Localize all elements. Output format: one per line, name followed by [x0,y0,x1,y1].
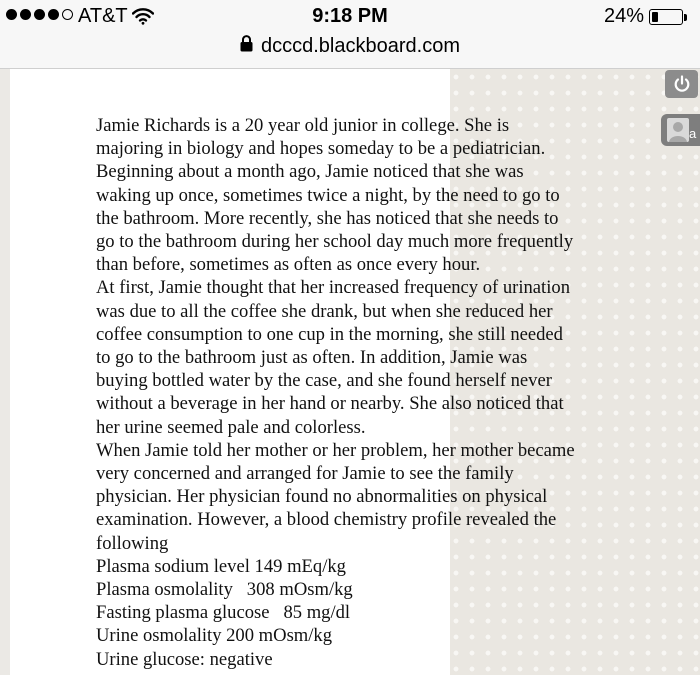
left-margin [0,69,10,675]
text-line: the bathroom. More recently, she has noticed that she needs to [96,207,559,229]
text-line: Plasma osmolality 308 mOsm/kg [96,579,353,601]
text-line: very concerned and arranged for Jamie to see the family [96,463,514,485]
battery-tip [684,14,687,21]
text-line: her urine seemed pale and colorless. [96,416,366,438]
url-domain: dcccd.blackboard.com [261,35,460,57]
case-study-text [96,114,616,671]
text-line: Urine osmolality 200 mOsm/kg [96,625,333,647]
battery-icon [649,9,683,25]
text-line: without a beverage in her hand or nearby. She also noticed that [96,393,564,415]
url-display[interactable] [0,35,700,58]
address-bar[interactable] [0,32,700,69]
avatar-icon [667,118,689,142]
text-line: following [96,532,169,554]
text-line: to go to the bathroom just as often. In addition, Jamie was [96,347,528,369]
text-line: majoring in biology and hopes someday to be a pediatrician. [96,138,546,160]
text-line: physician. Her physician found no abnormalities on physical [96,486,548,508]
text-line: waking up once, sometimes twice a night, by the need to go to [96,184,560,206]
text-line: Urine glucose: negative [96,648,273,670]
text-line: coffee consumption to one cup in the morning, she still needed [96,323,563,345]
power-button[interactable] [665,70,698,98]
carrier-name: AT&T [78,5,128,27]
text-line: go to the bathroom during her school day much more frequently [96,231,574,253]
text-line: At first, Jamie thought that her increased frequency of urination [96,277,570,299]
battery-level-fill [652,12,658,22]
text-line: than before, sometimes as often as once every hour. [96,254,481,276]
text-line: Fasting plasma glucose 85 mg/dl [96,602,351,624]
text-line: When Jamie told her mother or her problem, her mother became [96,439,575,461]
power-icon [673,75,691,93]
text-line: examination. However, a blood chemistry profile revealed the [96,509,557,531]
status-time: 9:18 PM [312,5,388,27]
battery-percent: 24% [604,5,645,27]
text-line: buying bottled water by the case, and she found herself never [96,370,552,392]
text-line: Jamie Richards is a 20 year old junior in college. She is [96,115,510,136]
text-line: was due to all the coffee she drank, but when she reduced her [96,300,553,322]
avatar-label: a [689,126,697,141]
text-line: Plasma sodium level 149 mEq/kg [96,555,346,577]
status-bar [0,0,700,32]
user-avatar-button[interactable] [661,114,700,146]
text-line: Beginning about a month ago, Jamie noticed that she was [96,161,524,183]
lock-icon [240,35,253,58]
